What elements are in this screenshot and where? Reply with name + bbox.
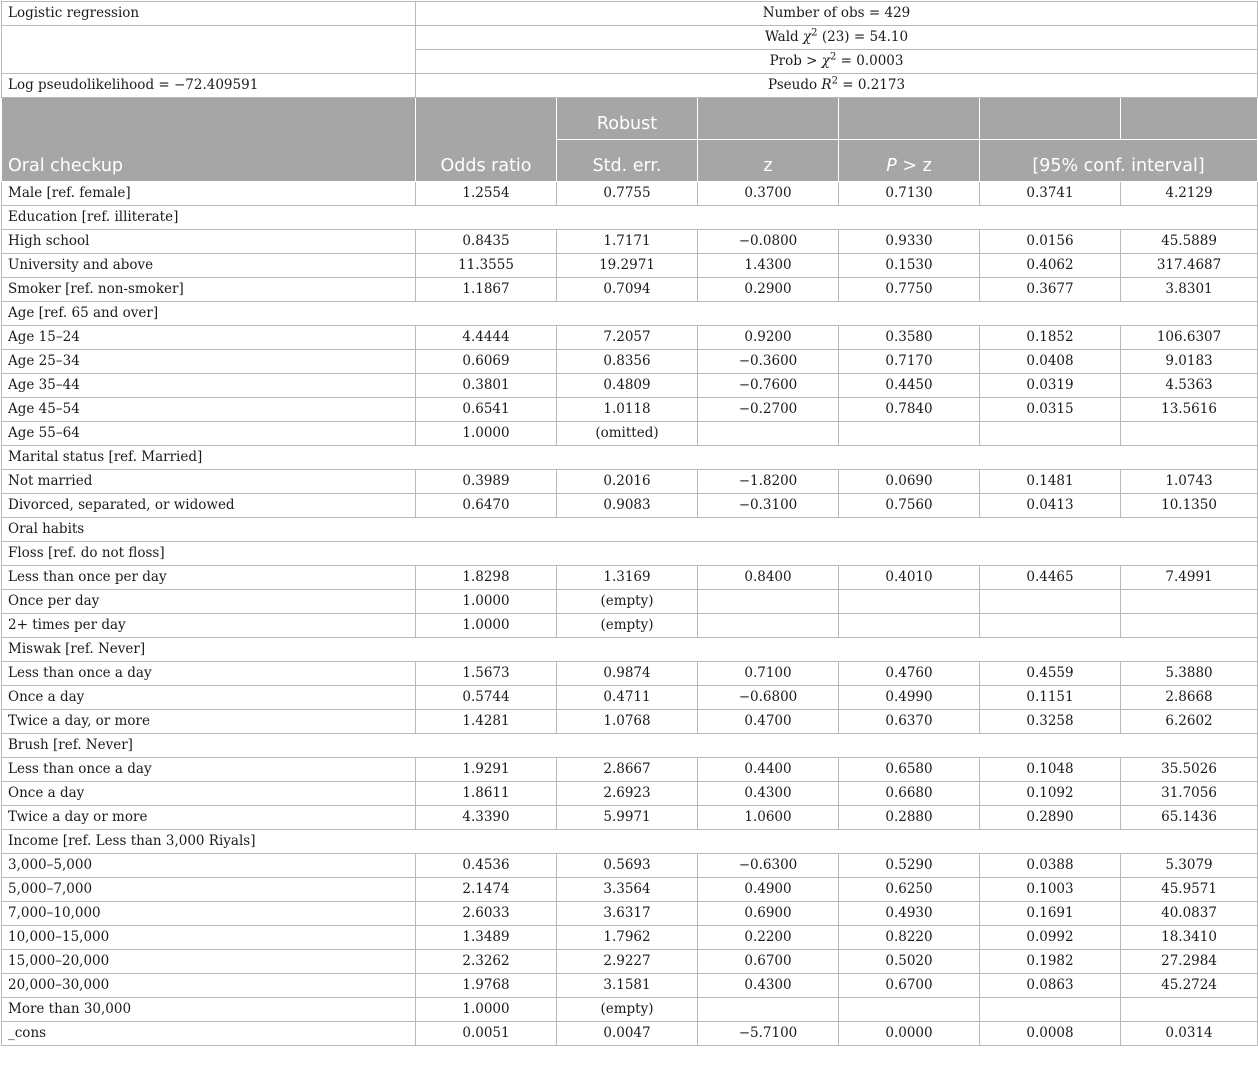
odds-ratio-cell: 4.3390 bbox=[416, 806, 557, 830]
z-cell: −1.8200 bbox=[698, 470, 839, 494]
std-err-cell: 0.4809 bbox=[557, 374, 698, 398]
row-label: Not married bbox=[2, 470, 416, 494]
std-err-cell: 0.5693 bbox=[557, 854, 698, 878]
ci-upper-cell bbox=[1121, 422, 1258, 446]
odds-ratio-cell: 1.9768 bbox=[416, 974, 557, 998]
odds-ratio-cell: 1.0000 bbox=[416, 998, 557, 1022]
std-err-cell: 19.2971 bbox=[557, 254, 698, 278]
p-value-cell: 0.7560 bbox=[839, 494, 980, 518]
header-z: z bbox=[698, 140, 839, 182]
row-label: Age 15–24 bbox=[2, 326, 416, 350]
section-row bbox=[2, 446, 1258, 470]
row-label: Once a day bbox=[2, 686, 416, 710]
std-err-cell: 1.7962 bbox=[557, 926, 698, 950]
odds-ratio-cell: 0.0051 bbox=[416, 1022, 557, 1046]
row-label: Less than once per day bbox=[2, 566, 416, 590]
row-label: 5,000–7,000 bbox=[2, 878, 416, 902]
row-label: University and above bbox=[2, 254, 416, 278]
ci-lower-cell: 0.1003 bbox=[980, 878, 1121, 902]
row-label: Age 55–64 bbox=[2, 422, 416, 446]
table-row bbox=[2, 878, 1258, 902]
z-cell: 0.4300 bbox=[698, 974, 839, 998]
table-row bbox=[2, 806, 1258, 830]
header-dependent-variable: Oral checkup bbox=[2, 98, 416, 182]
ci-upper-cell: 1.0743 bbox=[1121, 470, 1258, 494]
section-label: Education [ref. illiterate] bbox=[2, 206, 1258, 230]
table-row bbox=[2, 278, 1258, 302]
row-label: 2+ times per day bbox=[2, 614, 416, 638]
row-label: Age 45–54 bbox=[2, 398, 416, 422]
p-value-cell: 0.0690 bbox=[839, 470, 980, 494]
section-label: Marital status [ref. Married] bbox=[2, 446, 1258, 470]
p-value-cell: 0.6370 bbox=[839, 710, 980, 734]
ci-upper-cell: 4.2129 bbox=[1121, 182, 1258, 206]
ci-lower-cell: 0.1481 bbox=[980, 470, 1121, 494]
section-row bbox=[2, 638, 1258, 662]
ci-lower-cell: 0.0008 bbox=[980, 1022, 1121, 1046]
row-label: Once per day bbox=[2, 590, 416, 614]
p-value-cell bbox=[839, 422, 980, 446]
std-err-cell: 2.6923 bbox=[557, 782, 698, 806]
header-std-err: Std. err. bbox=[557, 140, 698, 182]
ci-upper-cell: 40.0837 bbox=[1121, 902, 1258, 926]
ci-upper-cell: 3.8301 bbox=[1121, 278, 1258, 302]
ci-upper-cell: 45.9571 bbox=[1121, 878, 1258, 902]
table-row bbox=[2, 374, 1258, 398]
ci-lower-cell bbox=[980, 614, 1121, 638]
z-cell: 1.4300 bbox=[698, 254, 839, 278]
odds-ratio-cell: 0.3989 bbox=[416, 470, 557, 494]
wald-row bbox=[2, 26, 1258, 50]
std-err-cell: 0.0047 bbox=[557, 1022, 698, 1046]
odds-ratio-cell: 2.6033 bbox=[416, 902, 557, 926]
header-blank bbox=[980, 98, 1121, 140]
table-row bbox=[2, 494, 1258, 518]
ci-lower-cell: 0.1982 bbox=[980, 950, 1121, 974]
ci-lower-cell: 0.4559 bbox=[980, 662, 1121, 686]
odds-ratio-cell: 11.3555 bbox=[416, 254, 557, 278]
ci-upper-cell: 7.4991 bbox=[1121, 566, 1258, 590]
blank-cell bbox=[2, 26, 416, 74]
odds-ratio-cell: 1.5673 bbox=[416, 662, 557, 686]
p-value-cell: 0.8220 bbox=[839, 926, 980, 950]
z-cell: 0.4300 bbox=[698, 782, 839, 806]
ci-lower-cell: 0.0863 bbox=[980, 974, 1121, 998]
odds-ratio-cell: 4.4444 bbox=[416, 326, 557, 350]
table-row bbox=[2, 182, 1258, 206]
table-row bbox=[2, 230, 1258, 254]
p-value-cell: 0.4930 bbox=[839, 902, 980, 926]
ci-upper-cell: 45.5889 bbox=[1121, 230, 1258, 254]
section-row bbox=[2, 830, 1258, 854]
p-value-cell: 0.6250 bbox=[839, 878, 980, 902]
z-cell: 0.9200 bbox=[698, 326, 839, 350]
ci-lower-cell: 0.2890 bbox=[980, 806, 1121, 830]
table-row bbox=[2, 662, 1258, 686]
table-row bbox=[2, 326, 1258, 350]
table-row bbox=[2, 398, 1258, 422]
ci-upper-cell: 27.2984 bbox=[1121, 950, 1258, 974]
row-label: 20,000–30,000 bbox=[2, 974, 416, 998]
row-label: Divorced, separated, or widowed bbox=[2, 494, 416, 518]
row-label: Smoker [ref. non-smoker] bbox=[2, 278, 416, 302]
odds-ratio-cell: 1.0000 bbox=[416, 422, 557, 446]
table-row bbox=[2, 1022, 1258, 1046]
ci-upper-cell: 106.6307 bbox=[1121, 326, 1258, 350]
ci-lower-cell: 0.1852 bbox=[980, 326, 1121, 350]
z-cell bbox=[698, 590, 839, 614]
odds-ratio-cell: 1.1867 bbox=[416, 278, 557, 302]
p-value-cell: 0.5290 bbox=[839, 854, 980, 878]
header-row-1 bbox=[2, 98, 1258, 140]
header-robust: Robust bbox=[557, 98, 698, 140]
ci-upper-cell: 5.3880 bbox=[1121, 662, 1258, 686]
odds-ratio-cell: 1.8298 bbox=[416, 566, 557, 590]
z-cell: 0.6900 bbox=[698, 902, 839, 926]
ci-lower-cell bbox=[980, 998, 1121, 1022]
ci-lower-cell: 0.0388 bbox=[980, 854, 1121, 878]
ci-lower-cell: 0.0315 bbox=[980, 398, 1121, 422]
z-cell: 0.2900 bbox=[698, 278, 839, 302]
row-label: 15,000–20,000 bbox=[2, 950, 416, 974]
ci-upper-cell bbox=[1121, 614, 1258, 638]
p-value-cell: 0.7170 bbox=[839, 350, 980, 374]
row-label: More than 30,000 bbox=[2, 998, 416, 1022]
z-cell: 0.6700 bbox=[698, 950, 839, 974]
section-row bbox=[2, 302, 1258, 326]
ci-lower-cell: 0.3677 bbox=[980, 278, 1121, 302]
std-err-cell: (empty) bbox=[557, 590, 698, 614]
row-label: Less than once a day bbox=[2, 758, 416, 782]
ci-lower-cell: 0.0319 bbox=[980, 374, 1121, 398]
p-value-cell: 0.0000 bbox=[839, 1022, 980, 1046]
p-value-cell: 0.5020 bbox=[839, 950, 980, 974]
model-name: Logistic regression bbox=[2, 2, 416, 26]
section-row bbox=[2, 206, 1258, 230]
header-p-value: P > z bbox=[839, 140, 980, 182]
p-value-cell: 0.6680 bbox=[839, 782, 980, 806]
ci-upper-cell: 31.7056 bbox=[1121, 782, 1258, 806]
row-label: High school bbox=[2, 230, 416, 254]
wald-chi2: Wald $\chi^2$ (23) = 54.10 bbox=[416, 26, 1258, 50]
section-label: Brush [ref. Never] bbox=[2, 734, 1258, 758]
z-cell: 0.2200 bbox=[698, 926, 839, 950]
table-row bbox=[2, 758, 1258, 782]
p-value-cell: 0.7130 bbox=[839, 182, 980, 206]
odds-ratio-cell: 2.3262 bbox=[416, 950, 557, 974]
p-value-cell: 0.1530 bbox=[839, 254, 980, 278]
table-row bbox=[2, 254, 1258, 278]
std-err-cell: 7.2057 bbox=[557, 326, 698, 350]
ci-upper-cell: 9.0183 bbox=[1121, 350, 1258, 374]
z-cell: −0.6800 bbox=[698, 686, 839, 710]
ci-upper-cell: 13.5616 bbox=[1121, 398, 1258, 422]
ci-upper-cell bbox=[1121, 998, 1258, 1022]
std-err-cell: (empty) bbox=[557, 998, 698, 1022]
z-cell: −5.7100 bbox=[698, 1022, 839, 1046]
p-value-cell: 0.6580 bbox=[839, 758, 980, 782]
ci-lower-cell: 0.4062 bbox=[980, 254, 1121, 278]
std-err-cell: (omitted) bbox=[557, 422, 698, 446]
loglik-row bbox=[2, 74, 1258, 98]
section-label: Income [ref. Less than 3,000 Riyals] bbox=[2, 830, 1258, 854]
std-err-cell: 3.3564 bbox=[557, 878, 698, 902]
odds-ratio-cell: 0.5744 bbox=[416, 686, 557, 710]
odds-ratio-cell: 0.3801 bbox=[416, 374, 557, 398]
odds-ratio-cell: 1.8611 bbox=[416, 782, 557, 806]
std-err-cell: 3.6317 bbox=[557, 902, 698, 926]
section-row bbox=[2, 734, 1258, 758]
ci-upper-cell: 5.3079 bbox=[1121, 854, 1258, 878]
ci-lower-cell: 0.0992 bbox=[980, 926, 1121, 950]
row-label: 3,000–5,000 bbox=[2, 854, 416, 878]
header-odds-ratio: Odds ratio bbox=[416, 98, 557, 182]
p-value-cell: 0.6700 bbox=[839, 974, 980, 998]
z-cell bbox=[698, 614, 839, 638]
std-err-cell: 0.9874 bbox=[557, 662, 698, 686]
std-err-cell: 0.7094 bbox=[557, 278, 698, 302]
model-info-row bbox=[2, 2, 1258, 26]
regression-table bbox=[1, 1, 1258, 1046]
odds-ratio-cell: 2.1474 bbox=[416, 878, 557, 902]
section-label: Miswak [ref. Never] bbox=[2, 638, 1258, 662]
p-value-cell bbox=[839, 998, 980, 1022]
pseudo-r2: Pseudo $R^2 = 0.2173$ bbox=[416, 74, 1258, 98]
std-err-cell: 5.9971 bbox=[557, 806, 698, 830]
section-row bbox=[2, 518, 1258, 542]
odds-ratio-cell: 1.9291 bbox=[416, 758, 557, 782]
z-cell: −0.3600 bbox=[698, 350, 839, 374]
table-row bbox=[2, 710, 1258, 734]
ci-lower-cell: 0.0408 bbox=[980, 350, 1121, 374]
p-value-cell bbox=[839, 614, 980, 638]
row-label: 7,000–10,000 bbox=[2, 902, 416, 926]
ci-lower-cell: 0.0156 bbox=[980, 230, 1121, 254]
odds-ratio-cell: 0.8435 bbox=[416, 230, 557, 254]
section-label: Oral habits bbox=[2, 518, 1258, 542]
z-cell: −0.7600 bbox=[698, 374, 839, 398]
row-label: Male [ref. female] bbox=[2, 182, 416, 206]
odds-ratio-cell: 1.3489 bbox=[416, 926, 557, 950]
z-cell: −0.3100 bbox=[698, 494, 839, 518]
std-err-cell: 0.9083 bbox=[557, 494, 698, 518]
table-row bbox=[2, 350, 1258, 374]
z-cell: 0.7100 bbox=[698, 662, 839, 686]
std-err-cell: 1.7171 bbox=[557, 230, 698, 254]
ci-upper-cell: 2.8668 bbox=[1121, 686, 1258, 710]
odds-ratio-cell: 1.0000 bbox=[416, 590, 557, 614]
z-cell bbox=[698, 998, 839, 1022]
ci-upper-cell: 317.4687 bbox=[1121, 254, 1258, 278]
std-err-cell: 0.2016 bbox=[557, 470, 698, 494]
table-row bbox=[2, 566, 1258, 590]
z-cell: 0.4700 bbox=[698, 710, 839, 734]
table-row bbox=[2, 614, 1258, 638]
header-blank bbox=[839, 98, 980, 140]
table-row bbox=[2, 854, 1258, 878]
table-row bbox=[2, 470, 1258, 494]
table-row bbox=[2, 974, 1258, 998]
p-value-cell: 0.4450 bbox=[839, 374, 980, 398]
ci-lower-cell: 0.3258 bbox=[980, 710, 1121, 734]
std-err-cell: 0.8356 bbox=[557, 350, 698, 374]
table-row bbox=[2, 902, 1258, 926]
ci-lower-cell bbox=[980, 422, 1121, 446]
section-label: Floss [ref. do not floss] bbox=[2, 542, 1258, 566]
ci-upper-cell: 6.2602 bbox=[1121, 710, 1258, 734]
p-value-cell: 0.7750 bbox=[839, 278, 980, 302]
prob-chi2: Prob > $\chi^2 = 0.0003$ bbox=[416, 50, 1258, 74]
z-cell: 0.3700 bbox=[698, 182, 839, 206]
z-cell: 1.0600 bbox=[698, 806, 839, 830]
row-label: Age 25–34 bbox=[2, 350, 416, 374]
ci-upper-cell: 4.5363 bbox=[1121, 374, 1258, 398]
ci-upper-cell: 65.1436 bbox=[1121, 806, 1258, 830]
log-pseudolikelihood: Log pseudolikelihood = −72.409591 bbox=[2, 74, 416, 98]
table-row bbox=[2, 926, 1258, 950]
z-cell: −0.0800 bbox=[698, 230, 839, 254]
p-value-cell: 0.2880 bbox=[839, 806, 980, 830]
row-label: Less than once a day bbox=[2, 662, 416, 686]
std-err-cell: 1.3169 bbox=[557, 566, 698, 590]
p-value-cell: 0.9330 bbox=[839, 230, 980, 254]
table-row bbox=[2, 422, 1258, 446]
std-err-cell: 1.0768 bbox=[557, 710, 698, 734]
std-err-cell: 3.1581 bbox=[557, 974, 698, 998]
table-row bbox=[2, 950, 1258, 974]
odds-ratio-cell: 0.4536 bbox=[416, 854, 557, 878]
ci-upper-cell: 45.2724 bbox=[1121, 974, 1258, 998]
odds-ratio-cell: 1.0000 bbox=[416, 614, 557, 638]
section-row bbox=[2, 542, 1258, 566]
table-row bbox=[2, 998, 1258, 1022]
p-value-cell: 0.4010 bbox=[839, 566, 980, 590]
section-label: Age [ref. 65 and over] bbox=[2, 302, 1258, 326]
z-cell: −0.6300 bbox=[698, 854, 839, 878]
std-err-cell: 0.4711 bbox=[557, 686, 698, 710]
std-err-cell: (empty) bbox=[557, 614, 698, 638]
ci-lower-cell: 0.1691 bbox=[980, 902, 1121, 926]
odds-ratio-cell: 0.6470 bbox=[416, 494, 557, 518]
p-value-cell: 0.7840 bbox=[839, 398, 980, 422]
odds-ratio-cell: 0.6541 bbox=[416, 398, 557, 422]
row-label: Twice a day or more bbox=[2, 806, 416, 830]
header-blank bbox=[1121, 98, 1258, 140]
ci-upper-cell bbox=[1121, 590, 1258, 614]
row-label: Age 35–44 bbox=[2, 374, 416, 398]
ci-upper-cell: 0.0314 bbox=[1121, 1022, 1258, 1046]
ci-lower-cell bbox=[980, 590, 1121, 614]
ci-lower-cell: 0.1092 bbox=[980, 782, 1121, 806]
ci-lower-cell: 0.3741 bbox=[980, 182, 1121, 206]
header-blank bbox=[698, 98, 839, 140]
p-value-cell: 0.3580 bbox=[839, 326, 980, 350]
row-label: _cons bbox=[2, 1022, 416, 1046]
std-err-cell: 2.8667 bbox=[557, 758, 698, 782]
ci-lower-cell: 0.0413 bbox=[980, 494, 1121, 518]
odds-ratio-cell: 1.4281 bbox=[416, 710, 557, 734]
row-label: Twice a day, or more bbox=[2, 710, 416, 734]
ci-upper-cell: 10.1350 bbox=[1121, 494, 1258, 518]
z-cell: 0.4900 bbox=[698, 878, 839, 902]
row-label: Once a day bbox=[2, 782, 416, 806]
row-label: 10,000–15,000 bbox=[2, 926, 416, 950]
odds-ratio-cell: 1.2554 bbox=[416, 182, 557, 206]
ci-upper-cell: 18.3410 bbox=[1121, 926, 1258, 950]
p-value-cell bbox=[839, 590, 980, 614]
std-err-cell: 1.0118 bbox=[557, 398, 698, 422]
number-of-obs: Number of obs = 429 bbox=[416, 2, 1258, 26]
z-cell: 0.8400 bbox=[698, 566, 839, 590]
table-row bbox=[2, 590, 1258, 614]
ci-lower-cell: 0.4465 bbox=[980, 566, 1121, 590]
table-row bbox=[2, 782, 1258, 806]
z-cell bbox=[698, 422, 839, 446]
table-row bbox=[2, 686, 1258, 710]
ci-lower-cell: 0.1151 bbox=[980, 686, 1121, 710]
p-value-cell: 0.4990 bbox=[839, 686, 980, 710]
std-err-cell: 2.9227 bbox=[557, 950, 698, 974]
odds-ratio-cell: 0.6069 bbox=[416, 350, 557, 374]
z-cell: −0.2700 bbox=[698, 398, 839, 422]
ci-upper-cell: 35.5026 bbox=[1121, 758, 1258, 782]
p-value-cell: 0.4760 bbox=[839, 662, 980, 686]
header-confidence-interval: [95% conf. interval] bbox=[980, 140, 1258, 182]
ci-lower-cell: 0.1048 bbox=[980, 758, 1121, 782]
z-cell: 0.4400 bbox=[698, 758, 839, 782]
std-err-cell: 0.7755 bbox=[557, 182, 698, 206]
